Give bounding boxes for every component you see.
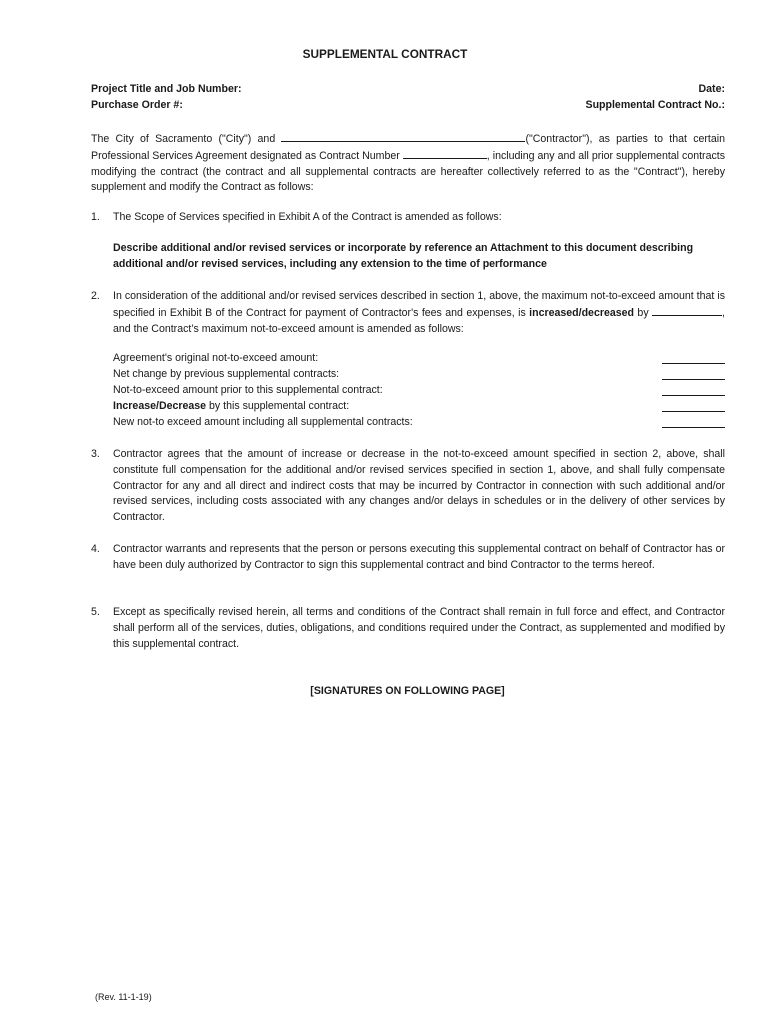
section-text: Contractor warrants and represents that the person or persons executing this supplemental contract on behalf of Contractor has or have been duly authorized by Contractor to sign this supplemental contract and bind Contractor to the terms hereof. [113,543,725,571]
net-change-label: Net change by previous supplemental contracts: [113,368,340,380]
amount-row [113,415,725,431]
intro-text-3: , including any and all prior supplemental contracts modifying the contract (the contract and all supplemental contracts are hereafter collectively referred to as the "Contract"), hereby supplement and modify the Contract as follows: [91,149,725,194]
section-number: 1. [91,211,100,223]
amount-row [113,383,725,399]
section-text: Except as specifically revised herein, all terms and conditions of the Contract shall remain in full force and effect, and Contractor shall perform all of the services, duties, obligations, and conditions required under the Contract, as supplemented and modified by this supplemental contract. [113,606,725,650]
contract-number-blank [403,148,487,159]
section-text: Contractor agrees that the amount of increase or decrease in the not-to-exceed amount specified in section 2, above, shall constitute full compensation for the additional and/or revised services specified in section 1, above, and shall fully compensate Contractor for any and all direct and indirect costs that may be incurred by Contractor in connection with such additional and/or revised services, including costs associated with any changes and/or delays in schedules or in the delivery of other services by Contractor. [113,448,725,524]
original-amount-label: Agreement's original not-to-exceed amount: [113,352,319,364]
section-text [113,289,725,337]
amounts-table [91,351,725,431]
section-2 [91,289,725,337]
signatures-note: [SIGNATURES ON FOLLOWING PAGE] [310,685,505,697]
amount-blank [662,395,725,396]
section-number: 3. [91,448,100,460]
section-3 [91,447,725,526]
section-number: 5. [91,606,100,618]
amount-blank [662,427,725,428]
scope-instructions [91,241,725,273]
section-2-bold: increased/decreased [529,306,634,319]
amount-blank [662,411,725,412]
section-number: 4. [91,543,100,555]
section-2-text-b: by [634,306,653,319]
section-number: 2. [91,290,100,302]
intro-text-2: ("Contractor"), as parties to that certain Professional Services Agreement designated as Contract Number [91,133,725,162]
intro-paragraph [91,131,725,196]
project-title-label: Project Title and Job Number: [91,83,242,95]
scope-instructions-text: Describe additional and/or revised services or incorporate by reference an Attachment to this document describing additional and/or revised services, including any extension to the time of performance [113,242,694,270]
amount-row [113,399,725,415]
amount-row [113,351,725,367]
document-title: SUPPLEMENTAL CONTRACT [302,47,468,61]
revision-date: (Rev. 11-1-19) [95,992,152,1002]
change-amount-blank [652,305,722,316]
section-2-text-a: In consideration of the additional and/or revised services described in section 1, above, the maximum not-to-exceed amount that is specified in Exhibit B of the Contract for payment of Contractor's fees and expenses, is [113,290,725,319]
section-1 [91,210,725,226]
new-total-label: New not-to exceed amount including all supplemental contracts: [113,416,413,428]
amount-row [113,367,725,383]
section-4 [91,542,725,574]
amount-blank [662,379,725,380]
prior-amount-label: Not-to-exceed amount prior to this supplemental contract: [113,384,383,396]
purchase-order-label: Purchase Order #: [91,99,183,111]
increase-decrease-label: Increase/Decrease [113,400,207,412]
section-5 [91,605,725,652]
section-2-text-c: , and the Contract’s maximum not-to-exceed amount is amended as follows: [113,306,725,335]
section-text: The Scope of Services specified in Exhibit A of the Contract is amended as follows: [113,211,502,223]
contractor-name-blank [281,131,525,142]
increase-decrease-rest: by this supplemental contract: [206,400,350,412]
amount-blank [662,363,725,364]
date-label: Date: [698,83,725,95]
supplemental-number-label: Supplemental Contract No.: [585,99,725,111]
intro-text-1: The City of Sacramento ("City") and [91,133,282,145]
